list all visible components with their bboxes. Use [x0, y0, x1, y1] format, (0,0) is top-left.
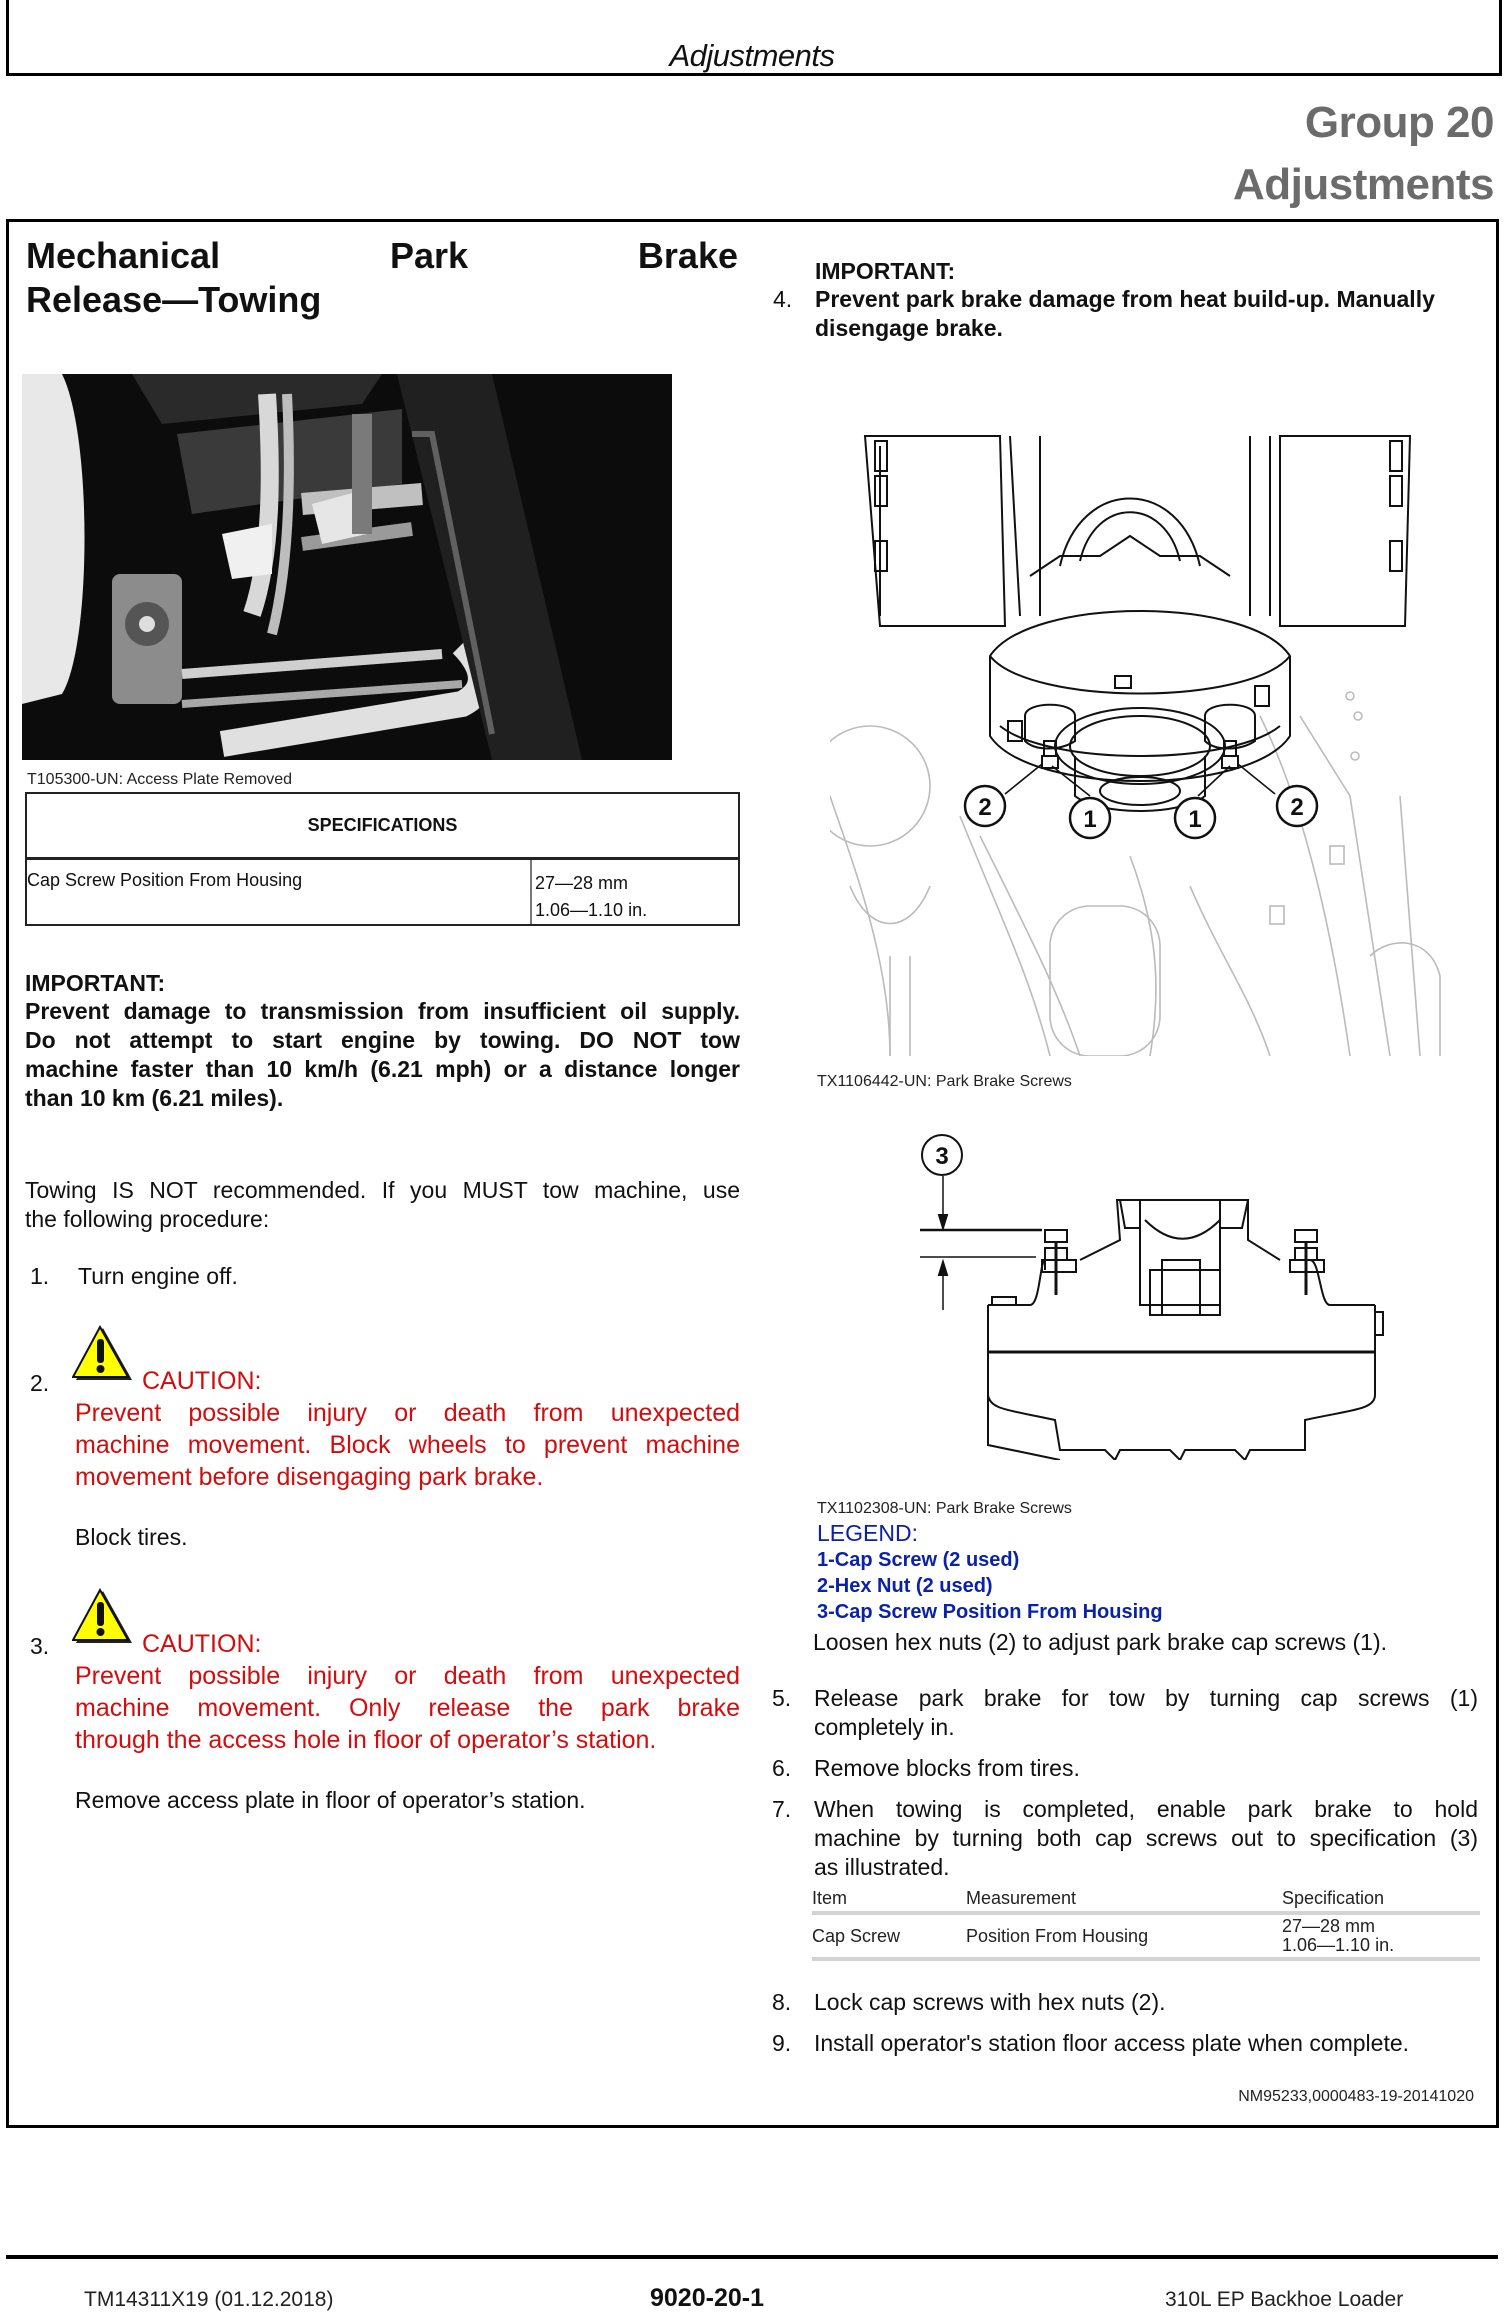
mini-table-header [812, 1888, 1480, 1915]
step-3 [30, 1588, 740, 1815]
callout-label: 1 [1188, 806, 1202, 833]
title-word: Brake [637, 235, 738, 276]
caution-label: CAUTION: [142, 1367, 262, 1395]
intro-line: the following procedure: [25, 1206, 270, 1232]
important-notice [25, 970, 740, 1113]
important-line: Prevent damage to transmission from insufficient oil supply. [25, 998, 740, 1024]
caution-text [75, 1660, 740, 1756]
callout-marks [965, 786, 1317, 838]
important-line: than 10 km (6.21 miles). [25, 1085, 284, 1111]
step-8 [772, 1988, 1478, 2017]
photo-caption: T105300-UN: Access Plate Removed [27, 771, 293, 788]
figure-1-caption: TX1106442-UN: Park Brake Screws [817, 1073, 1072, 1090]
step-line: Prevent park brake damage from heat build-up. Manually [815, 286, 1435, 312]
step-text: Block tires. [75, 1524, 188, 1550]
warning-triangle-icon [72, 1588, 134, 1646]
legend-title: LEGEND: [817, 1520, 918, 1546]
park-brake-figure-1 [830, 416, 1450, 1056]
footer-product: 310L EP Backhoe Loader [1165, 2288, 1404, 2311]
title-word: Park [389, 235, 469, 276]
caution-line: Prevent possible injury or death from unexpected [75, 1662, 740, 1690]
step-7 [772, 1795, 1478, 1882]
steps-5-7 [772, 1684, 1478, 1882]
step-line: When towing is completed, enable park brake to hold [814, 1796, 1478, 1822]
step-line: as illustrated. [814, 1854, 950, 1880]
spec-mini-table [812, 1888, 1480, 1961]
towing-intro [25, 1176, 740, 1234]
spec-item: Cap Screw Position From Housing [27, 860, 532, 924]
warning-triangle-icon [72, 1325, 134, 1383]
step-1 [30, 1262, 238, 1291]
cell-spec-in: 1.06—1.10 in. [1282, 1935, 1395, 1955]
footer-page-number: 9020-20-1 [650, 2284, 764, 2312]
step-text: Install operator's station floor access plate when complete. [814, 2030, 1410, 2056]
cell-spec-mm: 27—28 mm [1282, 1916, 1376, 1936]
spec-value [535, 860, 647, 924]
cap-screw-section-drawing [880, 1120, 1420, 1460]
legend-item: 1-Cap Screw (2 used) [817, 1549, 1020, 1571]
document-reference: NM95233,0000483-19-20141020 [1238, 2088, 1474, 2105]
group-label: Group 20 [1304, 98, 1494, 147]
step-5 [772, 1684, 1478, 1742]
caution-line: movement before disengaging park brake. [75, 1463, 544, 1491]
specifications-table [25, 792, 740, 926]
steps-8-9 [772, 1988, 1478, 2058]
intro-line: Towing IS NOT recommended. If you MUST tow machine, use [25, 1177, 740, 1203]
important-notice-right [773, 258, 1488, 343]
group-name: Adjustments [1233, 160, 1494, 209]
step-line: Release park brake for tow by turning cap screws (1) [814, 1685, 1478, 1711]
photo-illustration [22, 374, 672, 760]
step-number: 3. [30, 1633, 50, 1659]
caution-line: machine movement. Only release the park brake [75, 1694, 740, 1722]
spec-value-in: 1.06—1.10 in. [535, 900, 648, 920]
column-header: Specification [1282, 1888, 1385, 1908]
step-2 [30, 1325, 740, 1552]
callout-label: 2 [1290, 794, 1304, 821]
important-label: IMPORTANT: [815, 258, 956, 284]
step-number: 9. [772, 2030, 792, 2056]
step-4 [773, 285, 1488, 343]
step-text: Remove access plate in floor of operator’s station. [75, 1787, 586, 1813]
callout-label: 2 [978, 794, 992, 821]
loosen-instruction: Loosen hex nuts (2) to adjust park brake cap screws (1). [813, 1629, 1388, 1655]
caution-line: Prevent possible injury or death from unexpected [75, 1399, 740, 1427]
step-number: 8. [772, 1989, 792, 2015]
step-line: completely in. [814, 1714, 955, 1740]
important-line: machine faster than 10 km/h (6.21 mph) or a distance longer [25, 1056, 740, 1082]
callout-label: 1 [1083, 806, 1097, 833]
step-9 [772, 2029, 1478, 2058]
caution-text [75, 1397, 740, 1493]
step-number: 4. [773, 286, 793, 312]
important-line: Do not attempt to start engine by towing. DO NOT tow [25, 1027, 740, 1053]
figure-2-caption: TX1102308-UN: Park Brake Screws [817, 1500, 1072, 1517]
caution-line: machine movement. Block wheels to prevent machine [75, 1431, 740, 1459]
step-number: 6. [772, 1755, 792, 1781]
running-head: Adjustments [669, 38, 835, 73]
footer-rule [6, 2255, 1498, 2259]
park-brake-drawing [830, 416, 1450, 1056]
spec-value-mm: 27—28 mm [535, 873, 629, 893]
step-number: 5. [772, 1685, 792, 1711]
column-header: Measurement [966, 1888, 1077, 1908]
footer-manual-id: TM14311X19 (01.12.2018) [84, 2288, 334, 2311]
title-line-2: Release—Towing [26, 279, 322, 320]
step-line: disengage brake. [815, 315, 1003, 341]
cell-measurement: Position From Housing [966, 1925, 1149, 1946]
section-title [26, 234, 738, 322]
step-number: 1. [30, 1263, 50, 1289]
callout-label: 3 [935, 1143, 949, 1170]
step-6 [772, 1754, 1478, 1783]
park-brake-figure-2 [880, 1120, 1420, 1460]
title-word: Mechanical [26, 235, 221, 276]
caution-line: through the access hole in floor of operator’s station. [75, 1726, 657, 1754]
step-line: machine by turning both cap screws out to specification (3) [814, 1825, 1478, 1851]
legend [817, 1520, 1163, 1625]
cell-item: Cap Screw [812, 1925, 901, 1946]
legend-item: 2-Hex Nut (2 used) [817, 1575, 993, 1597]
table-row [812, 1915, 1480, 1961]
important-label: IMPORTANT: [25, 970, 166, 996]
column-header: Item [812, 1888, 848, 1908]
step-number: 7. [772, 1796, 792, 1822]
step-number: 2. [30, 1370, 50, 1396]
cell-spec [1282, 1917, 1480, 1955]
step-line: Remove blocks from tires. [814, 1755, 1080, 1781]
group-title [1233, 92, 1494, 216]
step-text: Turn engine off. [78, 1263, 238, 1289]
caution-label: CAUTION: [142, 1630, 262, 1658]
step-text: Lock cap screws with hex nuts (2). [814, 1989, 1166, 2015]
legend-item: 3-Cap Screw Position From Housing [817, 1601, 1163, 1623]
spec-table-header: SPECIFICATIONS [27, 794, 738, 860]
access-plate-photo [22, 374, 672, 760]
